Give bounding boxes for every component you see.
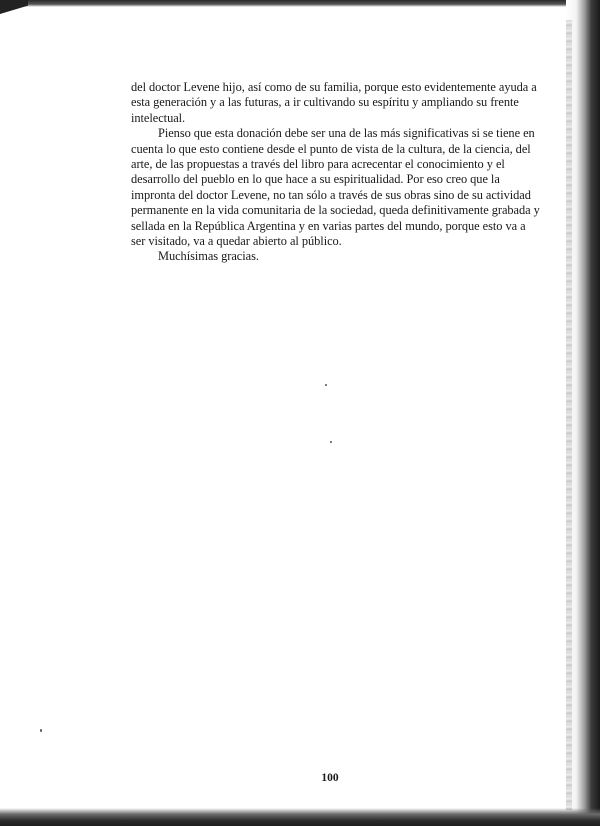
scan-speck xyxy=(325,384,327,386)
paragraph-closing: Muchísimas gracias. xyxy=(158,249,259,264)
paragraph-continuation: del doctor Levene hijo, así como de su familia, porque esto evidentemente ayuda a esta generación y a las futuras, a ir cultivando su espíritu y ampliando su frente intelectual. xyxy=(131,80,537,125)
page-number: 100 xyxy=(321,772,339,784)
body-text xyxy=(131,80,541,265)
scan-edge-right-texture xyxy=(566,20,572,810)
scan-speck xyxy=(40,729,42,732)
scan-edge-top xyxy=(0,0,600,7)
paragraph-donation: Pienso que esta donación debe ser una de las más significativas si se tiene en cuenta lo que esto contiene desde el punto de vista de la cultura, de la ciencia, del arte, de las propuestas a través del libro para acrecentar el conocimiento y el desarrollo del pueblo en lo que hace a su espiritualidad. Por eso creo que la impronta del doctor Levene, no tan sólo a través de sus obras sino de su actividad permanente en la vida comunitaria de la sociedad, queda definitivamente grabada y sellada en la República Argentina y en varias partes del mundo, porque esto va a ser visitado, va a quedar abierto al público. xyxy=(131,126,540,249)
scan-edge-bottom xyxy=(0,808,600,826)
scan-speck xyxy=(330,441,332,443)
scan-corner-top-left xyxy=(0,0,28,14)
